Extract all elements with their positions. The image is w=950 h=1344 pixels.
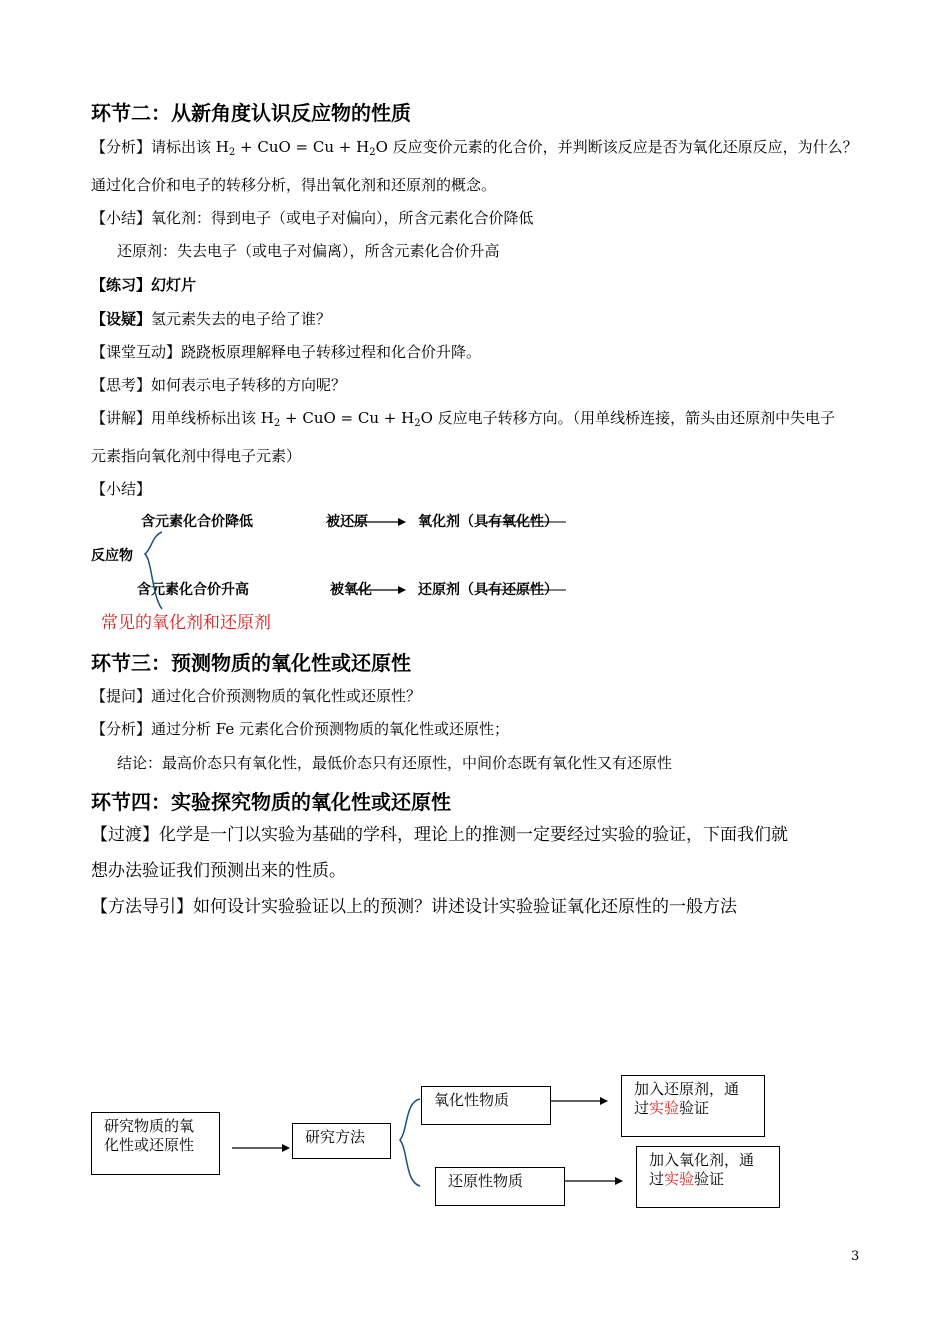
section3-heading: 环节三：预测物质的氧化性或还原性 <box>91 651 411 675</box>
result2-pre: 过 <box>649 1170 665 1188</box>
explain-text-pre: 用单线桥标出该 H <box>151 409 274 427</box>
explain-tag: 【讲解】 <box>91 409 152 427</box>
row1-reduced: 被还原 <box>326 514 368 530</box>
flow-oxidizing-box: 氧化性物质 <box>421 1086 551 1125</box>
analysis-text-pre: 请标出该 H <box>151 138 229 156</box>
transition-line2: 想办法验证我们预测出来的性质。 <box>91 861 346 881</box>
row2-oxidized: 被氧化 <box>330 582 372 598</box>
row2-reductant: 还原剂（具有还原性） <box>418 582 558 598</box>
flow-start-line2: 化性或还原性 <box>104 1136 195 1154</box>
interaction-text: 跷跷板原理解释电子转移过程和化合价升降。 <box>181 343 482 361</box>
section3-analysis-text: 通过分析 Fe 元素化合价预测物质的氧化性或还原性； <box>151 720 510 738</box>
section4-heading: 环节四：实验探究物质的氧化性或还原性 <box>91 790 451 814</box>
explain-line2: 元素指向氧化剂中得电子元素） <box>91 447 302 465</box>
oxidant-definition: 氧化剂：得到电子（或电子对偏向），所含元素化合价降低 <box>151 209 534 227</box>
summary1-tag: 【小结】 <box>91 209 152 227</box>
result1-line1: 加入还原剂，通 <box>634 1080 740 1098</box>
flow-result-box-1 <box>621 1075 765 1137</box>
method-text: 如何设计实验验证以上的预测？讲述设计实验验证氧化还原性的一般方法 <box>193 897 737 917</box>
row1-valence-decrease: 含元素化合价降低 <box>141 514 253 530</box>
flow-method-box: 研究方法 <box>292 1123 391 1159</box>
result1-line2 <box>634 1099 752 1118</box>
explain-text-post: O 反应电子转移方向。（用单线桥连接，箭头由还原剂中失电子 <box>420 409 836 427</box>
reactant-label: 反应物 <box>91 548 133 564</box>
summary-brace <box>145 532 162 609</box>
ask-tag: 【提问】 <box>91 687 152 705</box>
subscript: 2 <box>273 418 281 429</box>
section3-analysis-tag: 【分析】 <box>91 720 152 738</box>
analysis-line2: 通过化合价和电子的转移分析，得出氧化剂和还原剂的概念。 <box>91 176 497 194</box>
practice-tag: 【练习】 <box>91 276 152 294</box>
result2-highlight: 实验 <box>664 1170 695 1188</box>
practice-text: 幻灯片 <box>151 276 197 294</box>
analysis-tag: 【分析】 <box>91 138 152 156</box>
method-tag: 【方法导引】 <box>91 897 193 917</box>
result1-pre: 过 <box>634 1099 650 1117</box>
flow-reducing-box: 还原性物质 <box>435 1167 565 1206</box>
reductant-definition: 还原剂：失去电子（或电子对偏离），所含元素化合价升高 <box>117 242 500 260</box>
summary2-tag: 【小结】 <box>91 480 152 498</box>
ask-text: 通过化合价预测物质的氧化性或还原性？ <box>151 687 422 705</box>
result1-highlight: 实验 <box>649 1099 680 1117</box>
subscript: 2 <box>369 147 376 158</box>
analysis-text-post: O 反应变价元素的化合价，并判断该反应是否为氧化还原反应，为什么？ <box>375 138 858 156</box>
think-tag: 【思考】 <box>91 376 152 394</box>
result2-line2 <box>649 1170 767 1189</box>
flow-result-box-2 <box>636 1146 780 1208</box>
subscript: 2 <box>414 418 421 429</box>
result2-post: 验证 <box>694 1170 725 1188</box>
question-text: 氢元素失去的电子给了谁？ <box>151 310 332 328</box>
flow-start-box <box>91 1112 220 1175</box>
flow-start-line1: 研究物质的氧 <box>104 1117 195 1135</box>
interaction-tag: 【课堂互动】 <box>91 343 182 361</box>
subscript: 2 <box>228 147 236 158</box>
page-number: 3 <box>851 1249 860 1264</box>
method-brace <box>400 1099 420 1186</box>
explain-text-mid: + CuO = Cu + H <box>280 409 415 427</box>
think-text: 如何表示电子转移的方向呢？ <box>151 376 347 394</box>
common-agents-title: 常见的氧化剂和还原剂 <box>101 613 271 633</box>
question-tag: 【设疑】 <box>91 310 152 328</box>
transition-tag: 【过渡】 <box>91 825 159 845</box>
analysis-text-mid: + CuO = Cu + H <box>235 138 370 156</box>
row2-valence-increase: 含元素化合价升高 <box>137 582 249 598</box>
row1-oxidant: 氧化剂（具有氧化性） <box>418 514 558 530</box>
conclusion: 结论：最高价态只有氧化性，最低价态只有还原性，中间价态既有氧化性又有还原性 <box>117 754 673 772</box>
transition-text: 化学是一门以实验为基础的学科，理论上的推测一定要经过实验的验证，下面我们就 <box>159 825 788 845</box>
section2-heading: 环节二：从新角度认识反应物的性质 <box>91 101 411 125</box>
result1-post: 验证 <box>679 1099 710 1117</box>
result2-line1: 加入氧化剂，通 <box>649 1151 755 1169</box>
